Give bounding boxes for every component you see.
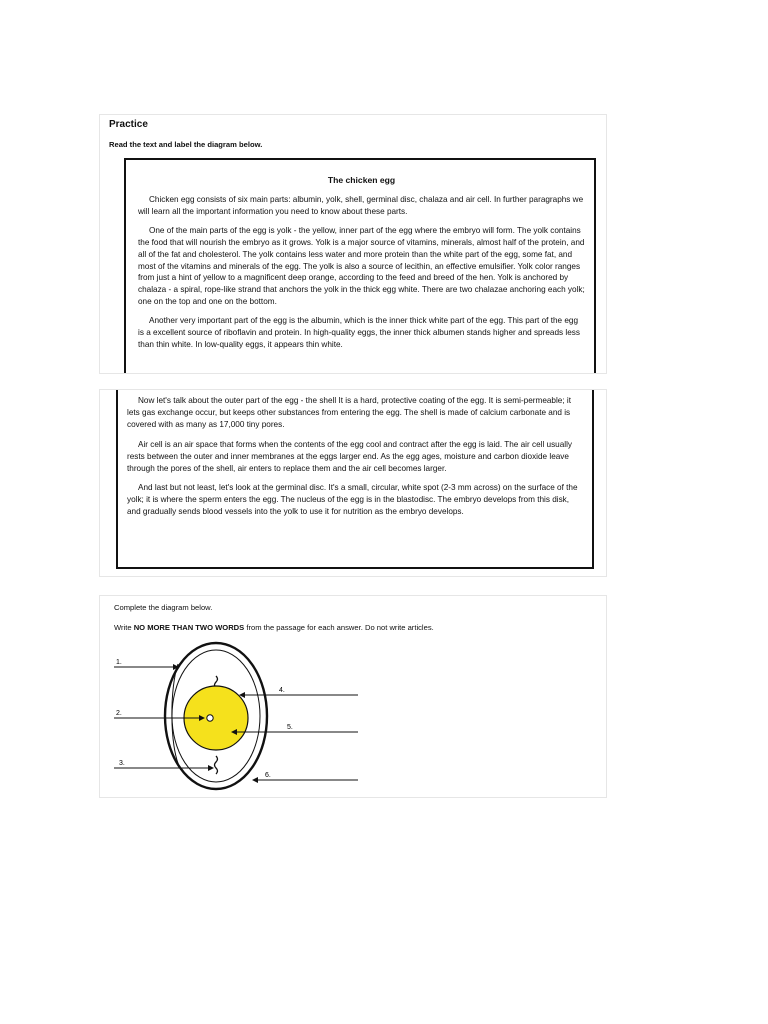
practice-instruction: Read the text and label the diagram below.	[109, 140, 263, 149]
diagram-label-1: 1.	[116, 659, 122, 666]
diagram-label-4: 4.	[279, 687, 285, 694]
passage-paragraph: Now let's talk about the outer part of the egg - the shell It is a hard, protective coating of the egg. It is semi-permeable; it lets gas exchange occur, but keeps other substances from entering the egg. The shell is made of calcium carbonate and is covered with as many as 17,000 tiny pores.	[127, 396, 572, 429]
germinal-disc	[207, 715, 213, 721]
passage-paragraph: Chicken egg consists of six main parts: albumin, yolk, shell, germinal disc, chalaza and air cell. In further paragraphs we will learn all the important information you need to know about these parts.	[138, 195, 584, 216]
diagram-label-3: 3.	[119, 760, 125, 767]
passage-box-top	[124, 158, 596, 374]
diagram-word-limit: Write NO MORE THAN TWO WORDS from the passage for each answer. Do not write articles.	[114, 623, 434, 632]
diagram-label-2: 2.	[116, 710, 122, 717]
passage-title: The chicken egg	[327, 175, 396, 185]
diagram-panel	[99, 595, 607, 798]
passage-paragraph: And last but not least, let's look at the germinal disc. It's a small, circular, white spot (2-3 mm across) on the surface of the yolk; it is where the sperm enters the egg. The nucleus of the egg is in the blastodisc. The embryo develops from this disk, and gradually sends blood vessels into the yolk to use it for nutrition as the embryo develops.	[127, 483, 578, 517]
passage-paragraph: Air cell is an air space that forms when the contents of the egg cool and contract after the egg is laid. The air cell usually rests between the outer and inner membranes at the eggs larger end. As the egg ages, moisture and carbon dioxide leave through the pores of the shell, air enters to replace them and the air cell becomes larger.	[127, 439, 573, 473]
practice-panel	[99, 114, 607, 374]
word-limit-emphasis: NO MORE THAN TWO WORDS	[133, 623, 245, 632]
passage-paragraph: One of the main parts of the egg is yolk - the yellow, inner part of the egg where the embryo will form. The yolk contains the food that will nourish the embryo as it grows. Yolk is a major source of vitamins, minerals, almost half of the protein, and all of the fat and cholesterol. The yolk contains less water and more protein than the white part of the egg, some fat, and most of the vitamins and minerals of the egg. The yolk is also a source of lecithin, an effective emulsifier. Yolk color ranges from just a hint of yellow to a magnificent deep orange, according to the feed and breed of the hen. Yolk is anchored by chalaza - a spiral, rope-like strand that anchors the yolk in the thick egg white. There are two chalazae anchoring each yolk; one on the top and one on the bottom.	[138, 225, 585, 307]
passage-continued-panel	[99, 389, 607, 577]
diagram-instruction: Complete the diagram below.	[114, 603, 213, 612]
passage-box-bottom	[116, 389, 594, 569]
egg-diagram	[100, 596, 608, 799]
passage-paragraph: Another very important part of the egg is the albumin, which is the inner thick white part of the egg. This part of the egg is a excellent source of riboflavin and protein. In high-quality eggs, the inner thick albumen stands higher and spreads less than thin white. In low-quality eggs, it appears thin white.	[138, 316, 580, 349]
diagram-label-6: 6.	[265, 772, 271, 779]
diagram-label-5: 5.	[287, 724, 293, 731]
chalaza-bottom	[215, 756, 218, 774]
practice-heading: Practice	[109, 119, 148, 130]
